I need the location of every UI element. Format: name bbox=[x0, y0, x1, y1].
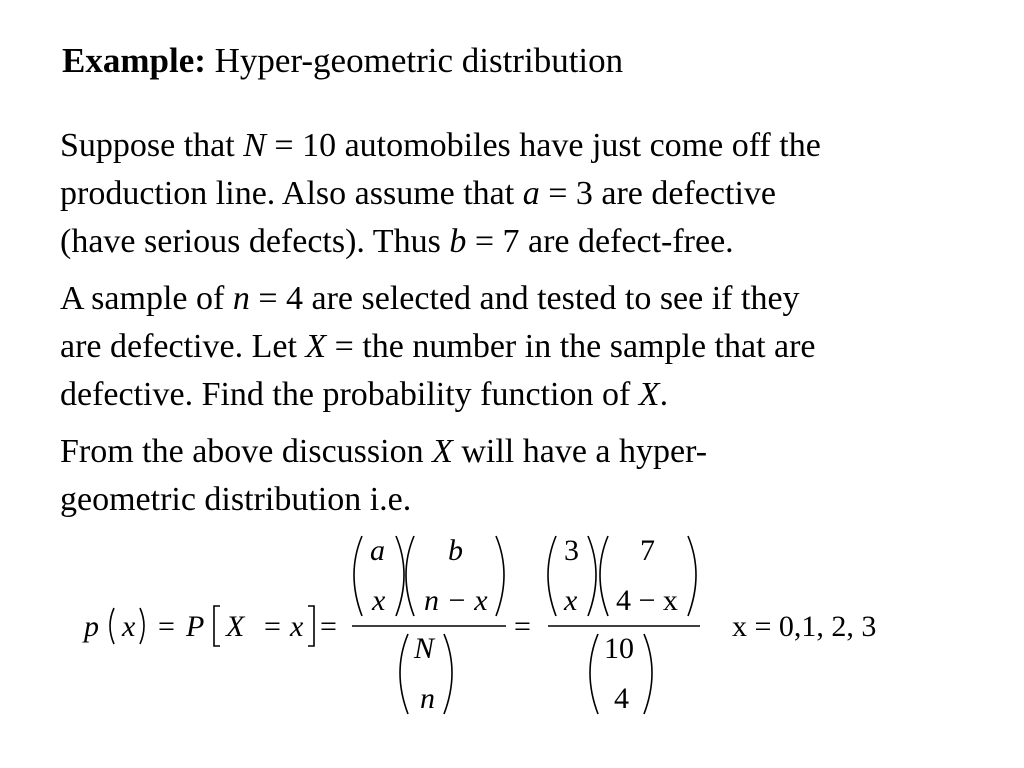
bracket-right bbox=[308, 606, 314, 646]
binom-paren-left bbox=[600, 536, 608, 616]
variable-b: b bbox=[449, 223, 467, 260]
text-run: will have a hyper- bbox=[452, 433, 708, 470]
formula-three: 3 bbox=[564, 534, 579, 567]
binom-paren-left bbox=[548, 536, 556, 616]
formula-ten: 10 bbox=[604, 632, 634, 665]
formula-X: X bbox=[226, 610, 245, 643]
binom-paren-right bbox=[588, 536, 596, 616]
binom-paren-right bbox=[644, 634, 652, 714]
variable-n: n bbox=[232, 280, 250, 317]
formula-four: 4 bbox=[614, 682, 629, 715]
formula-x: x bbox=[122, 610, 136, 643]
variable-X: X bbox=[638, 376, 660, 413]
paragraph-line: geometric distribution i.e. bbox=[60, 481, 412, 518]
text-run: From the above discussion bbox=[60, 433, 433, 470]
text-run: = 10 automobiles have just come off the bbox=[265, 127, 821, 164]
formula-n: n bbox=[420, 682, 435, 715]
formula-a: a bbox=[370, 534, 385, 567]
text-run: production line. Also assume that bbox=[60, 175, 523, 212]
formula-domain: x = 0,1, 2, 3 bbox=[732, 610, 877, 643]
binom-paren-left bbox=[590, 634, 598, 714]
binom-paren-right bbox=[396, 536, 404, 616]
text-run: Suppose that bbox=[60, 127, 244, 164]
binom-paren-right bbox=[496, 536, 504, 616]
formula-x: x bbox=[372, 584, 386, 617]
binom-paren-left bbox=[354, 536, 362, 616]
text-run: . bbox=[659, 376, 669, 413]
formula-p: p bbox=[84, 610, 99, 643]
text-run: = the number in the sample that are bbox=[326, 328, 816, 365]
binom-paren-left bbox=[406, 536, 414, 616]
variable-a: a bbox=[522, 175, 540, 212]
text-run: = 7 are defect-free. bbox=[466, 223, 734, 260]
binom-paren-left bbox=[400, 634, 408, 714]
formula-equals: = bbox=[514, 610, 531, 643]
formula-equals: = bbox=[264, 610, 281, 643]
formula-b: b bbox=[448, 534, 463, 567]
variable-N: N bbox=[243, 127, 266, 164]
formula-x: x bbox=[564, 584, 578, 617]
text-run: are defective. Let bbox=[60, 328, 306, 365]
title-bold: Example: bbox=[62, 41, 206, 80]
formula-equals: = bbox=[158, 610, 175, 643]
formula-equals: = bbox=[320, 610, 337, 643]
text-run: defective. Find the probability function of bbox=[60, 376, 639, 413]
formula-four-minus-x: 4 − x bbox=[616, 584, 678, 617]
binom-paren-right bbox=[444, 634, 452, 714]
variable-X: X bbox=[432, 433, 453, 470]
formula-x: x bbox=[290, 610, 304, 643]
binom-paren-right bbox=[688, 536, 696, 616]
paren-left bbox=[110, 608, 114, 644]
variable-X: X bbox=[305, 328, 327, 365]
text-run: = 3 are defective bbox=[539, 175, 776, 212]
formula-seven: 7 bbox=[640, 534, 655, 567]
text-run: = 4 are selected and tested to see if they bbox=[249, 280, 800, 317]
text-run: A sample of bbox=[60, 280, 233, 317]
formula-n-minus-x: n − x bbox=[424, 584, 488, 617]
title-text: Hyper-geometric distribution bbox=[214, 41, 624, 80]
formula-P: P bbox=[186, 610, 205, 643]
bracket-left bbox=[214, 606, 220, 646]
formula-N: N bbox=[414, 632, 435, 665]
paren-right bbox=[140, 608, 144, 644]
text-run: (have serious defects). Thus bbox=[60, 223, 450, 260]
